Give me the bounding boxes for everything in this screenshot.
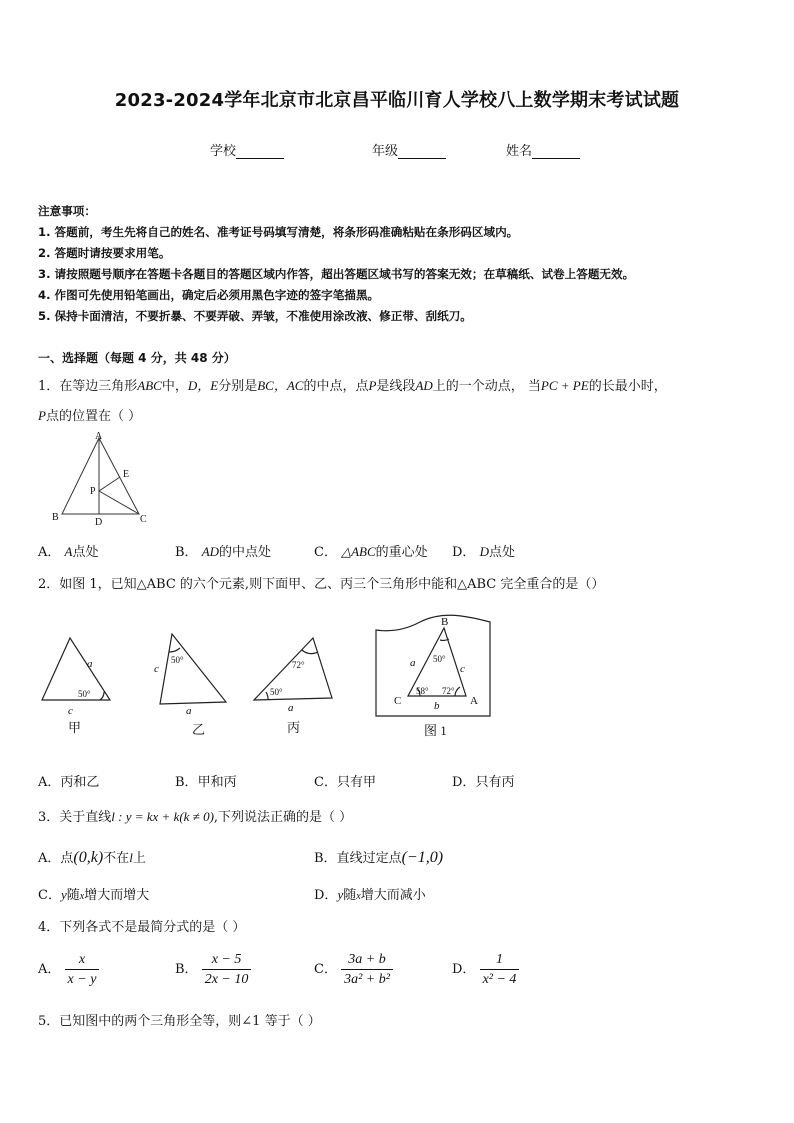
note-item: 3. 请按照题号顺序在答题卡各题目的答题区域内作答，超出答题区域书写的答案无效；在草稿纸、试卷上答题无效。 xyxy=(38,267,635,281)
q2-option-b[interactable]: B．甲和丙 xyxy=(175,775,237,790)
q4-option-d[interactable]: D． $\frac{1}{\text{x² − 4}}$ xyxy=(452,951,519,988)
question-1-text-line2: P点的位置在（ ） xyxy=(38,408,142,424)
notes-heading: 注意事项： xyxy=(38,204,96,218)
note-item: 2. 答题时请按要求用笔。 xyxy=(38,246,171,260)
school-blank xyxy=(236,144,284,159)
bing-label-a: a xyxy=(288,702,294,714)
fig1-angle-C: 58° xyxy=(416,686,429,696)
note-item: 5. 保持卡面清洁，不要折暴、不要弄破、弄皱，不准使用涂改液、修正带、刮纸刀。 xyxy=(38,309,472,323)
question-3-text: 3．关于直线l : y = kx + k(k ≠ 0),下列说法正确的是（ ） xyxy=(38,809,353,825)
label-A: A xyxy=(95,431,103,442)
name-blank xyxy=(532,144,580,159)
q1-option-b[interactable]: B． AD的中点处 xyxy=(175,544,272,560)
caption-yi: 乙 xyxy=(192,722,206,737)
bing-angle-50: 50° xyxy=(270,687,283,697)
caption-fig1: 图 1 xyxy=(424,723,447,738)
fig1-angle-B: 50° xyxy=(433,654,446,664)
grade-label: 年级 xyxy=(372,144,399,159)
q1-option-a[interactable]: A． A点处 xyxy=(38,544,99,560)
q1-option-d[interactable]: D． D点处 xyxy=(452,544,515,560)
q2-triangles-figure xyxy=(30,608,510,743)
question-2-text: 2．如图 1，已知△ABC 的六个元素,则下面甲、乙、丙三个三角形中能和△ABC 完全重合的是（） xyxy=(38,577,605,592)
name-label: 姓名 xyxy=(506,144,533,159)
school-field xyxy=(210,140,284,159)
fig1-label-A: A xyxy=(470,695,478,707)
note-item: 1. 答题前，考生先将自己的姓名、准考证号码填写清楚，将条形码准确粘贴在条形码区域内。 xyxy=(38,225,519,239)
caption-bing: 丙 xyxy=(287,720,301,735)
yi-label-a: a xyxy=(186,705,192,717)
section-heading: 一、选择题（每题 4 分，共 48 分） xyxy=(38,351,236,365)
q3-option-d[interactable]: D．y随x增大而减小 xyxy=(314,887,426,903)
fig1-label-C: C xyxy=(394,695,402,707)
q1-triangle-figure xyxy=(40,430,160,530)
grade-blank xyxy=(398,144,446,159)
fig1-label-a: a xyxy=(410,657,416,669)
q4-option-c[interactable]: C． $\frac{3a + b}{\text{3a² + b²}}$ xyxy=(314,951,393,988)
q2-option-a[interactable]: A．丙和乙 xyxy=(38,775,100,790)
jia-label-a: a xyxy=(87,658,93,670)
jia-label-c: c xyxy=(68,705,73,717)
fig1-label-b: b xyxy=(434,700,440,712)
fraction: $\frac{1}{\text{x² − 4}}$ xyxy=(480,951,520,988)
q2-option-c[interactable]: C．只有甲 xyxy=(314,775,376,790)
label-C: C xyxy=(140,514,147,525)
yi-label-c: c xyxy=(154,663,159,675)
label-P: P xyxy=(90,486,96,497)
fraction: $\frac{x - 5}{2x - 10}$ xyxy=(202,951,252,988)
note-item: 4. 作图可先使用铅笔画出，确定后必须用黑色字迹的签字笔描黑。 xyxy=(38,288,380,302)
fraction: $\frac{x}{x - y}$ xyxy=(65,951,100,988)
q1-option-c[interactable]: C． △ABC的重心处 xyxy=(314,544,428,560)
question-1-text: 1．在等边三角形ABC中，D，E分别是BC，AC的中点，点P是线段AD上的一个动点， 当PC + PE的长最小时， xyxy=(38,378,667,394)
q4-option-a[interactable]: A． $\frac{x}{x - y}$ xyxy=(38,951,99,988)
question-4-text: 4．下列各式不是最简分式的是（ ） xyxy=(38,920,246,935)
label-B: B xyxy=(52,512,59,523)
q3-option-c[interactable]: C．y随x增大而增大 xyxy=(38,887,150,903)
caption-jia: 甲 xyxy=(68,720,82,735)
label-E: E xyxy=(123,469,130,480)
label-D: D xyxy=(95,517,103,528)
fraction: $\frac{3a + b}{\text{3a² + b²}}$ xyxy=(341,951,393,988)
q2-option-d[interactable]: D．只有丙 xyxy=(452,775,515,790)
bing-angle-72: 72° xyxy=(292,660,305,670)
question-5-text: 5．已知图中的两个三角形全等，则∠1 等于（ ） xyxy=(38,1014,321,1029)
q3-option-a[interactable]: A．点(0,k)不在l上 xyxy=(38,849,146,866)
fig1-label-c: c xyxy=(460,663,465,675)
school-label: 学校 xyxy=(210,144,237,159)
fig1-label-B: B xyxy=(441,616,449,628)
grade-field xyxy=(372,140,446,159)
q3-option-b[interactable]: B．直线过定点(−1,0) xyxy=(314,849,444,866)
exam-title: 2023-2024学年北京市北京昌平临川育人学校八上数学期末考试试题 xyxy=(114,90,680,111)
q4-option-b[interactable]: B． $\frac{x - 5}{2x - 10}$ xyxy=(175,951,251,988)
yi-angle: 50° xyxy=(171,655,184,665)
jia-angle: 50° xyxy=(78,689,91,699)
fig1-angle-A: 72° xyxy=(442,686,455,696)
name-field xyxy=(506,140,580,159)
